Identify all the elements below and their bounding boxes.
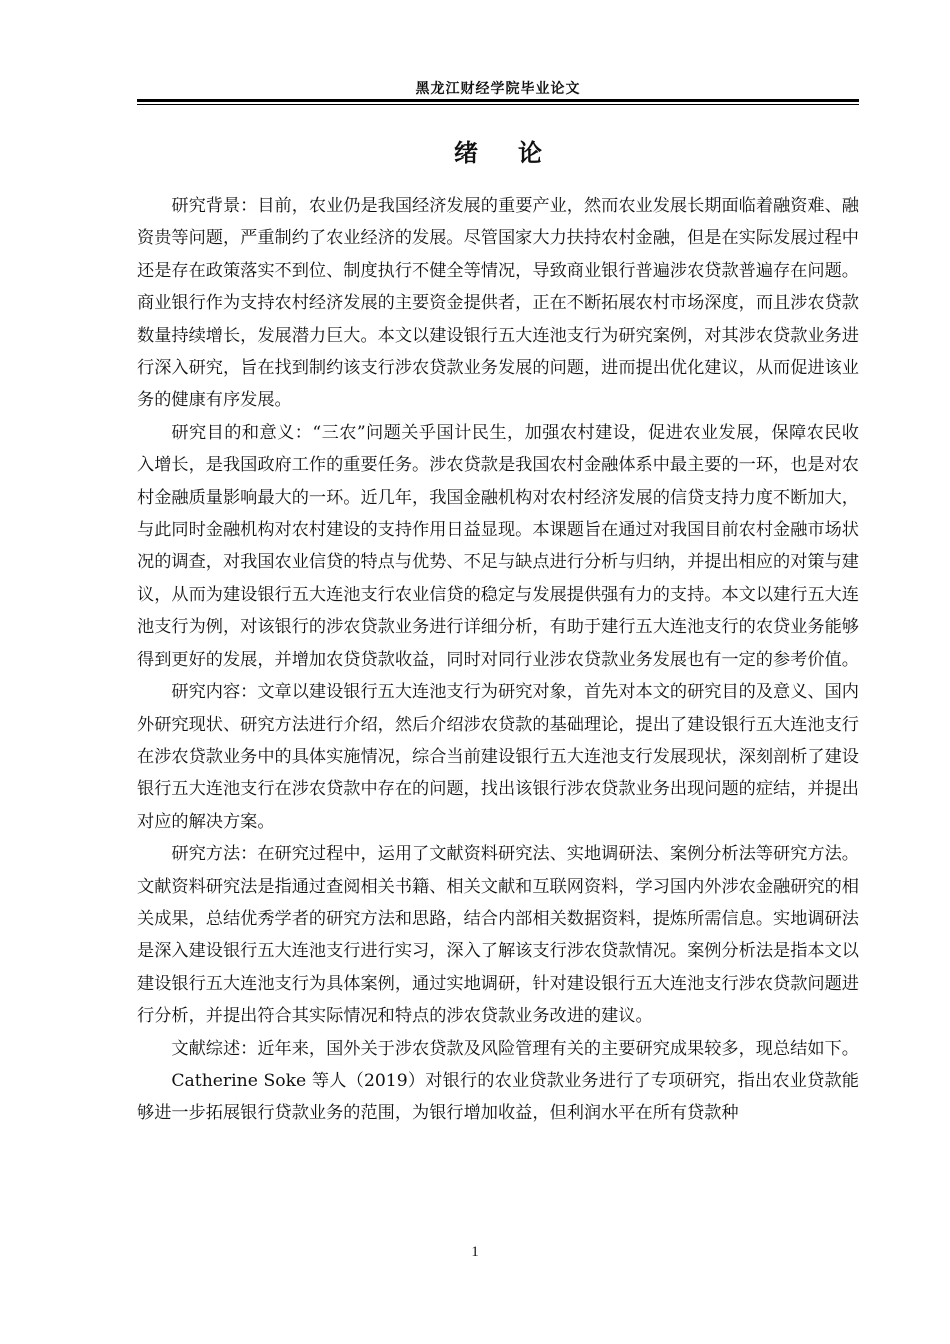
paragraph-research-method: 研究方法：在研究过程中，运用了文献资料研究法、实地调研法、案例分析法等研究方法。文献资料研究法是指通过查阅相关书籍、相关文献和互联网资料，学习国内外涉农金融研究的相关成果，总结优秀学者的研究方法和思路，结合内部相关数据资料，提炼所需信息。实地调研法是深入建设银行五大连池支行进行实习，深入了解该支行涉农贷款情况。案例分析法是指本文以建设银行五大连池支行为具体案例，通过实地调研，针对建设银行五大连池支行涉农贷款问题进行分析，并提出符合其实际情况和特点的涉农贷款业务改进的建议。 (137, 844, 859, 1027)
page-title: 绪论 (454, 138, 582, 167)
running-header: 黑龙江财经学院毕业论文 (415, 81, 581, 97)
paragraph-research-background: 研究背景：目前，农业仍是我国经济发展的重要产业，然而农业发展长期面临着融资难、融资贵等问题，严重制约了农业经济的发展。尽管国家大力扶持农村金融，但是在实际发展过程中还是存在政策落实不到位、制度执行不健全等情况，导致商业银行普遍涉农贷款普遍存在问题。商业银行作为支持农村经济发展的主要资金提供者，正在不断拓展农村市场深度，而且涉农贷款数量持续增长，发展潜力巨大。本文以建设银行五大连池支行为研究案例，对其涉农贷款业务进行深入研究，旨在找到制约该支行涉农贷款业务发展的问题，进而提出优化建议，从而促进该业务的健康有序发展。 (137, 196, 859, 411)
paragraph-research-content: 研究内容：文章以建设银行五大连池支行为研究对象，首先对本文的研究目的及意义、国内外研究现状、研究方法进行介绍，然后介绍涉农贷款的基础理论，提出了建设银行五大连池支行在涉农贷款业务中的具体实施情况，综合当前建设银行五大连池支行发展现状，深刻剖析了建设银行五大连池支行在涉农贷款中存在的问题，找出该银行涉农贷款业务出现问题的症结，并提出对应的解决方案。 (137, 682, 859, 832)
body-text (137, 190, 859, 1130)
paragraph-research-purpose: 研究目的和意义：“三农”问题关乎国计民生，加强农村建设，促进农业发展，保障农民收入增长，是我国政府工作的重要任务。涉农贷款是我国农村金融体系中最主要的一环，也是对农村金融质量影响最大的一环。近几年，我国金融机构对农村经济发展的信贷支持力度不断加大，与此同时金融机构对农村建设的支持作用日益显现。本课题旨在通过对我国目前农村金融市场状况的调查，对我国农业信贷的特点与优势、不足与缺点进行分析与归纳，并提出相应的对策与建议，从而为建设银行五大连池支行农业信贷的稳定与发展提供强有力的支持。本文以建行五大连池支行为例，对该银行的涉农贷款业务进行详细分析，有助于建行五大连池支行的农贷业务能够得到更好的发展，并增加农贷贷款收益，同时对同行业涉农贷款业务发展也有一定的参考价值。 (137, 422, 859, 670)
header-rule-thin (137, 104, 859, 105)
header-rule (137, 99, 859, 102)
paragraph-catherine-soke: Catherine Soke 等人（2019）对银行的农业贷款业务进行了专项研究，指出农业贷款能够进一步拓展银行贷款业务的范围，为银行增加收益，但利润水平在所有贷款种 (137, 1070, 859, 1124)
page-number: 1 (471, 1244, 479, 1260)
paragraph-literature-review: 文献综述：近年来，国外关于涉农贷款及风险管理有关的主要研究成果较多，现总结如下。 (171, 1038, 859, 1059)
